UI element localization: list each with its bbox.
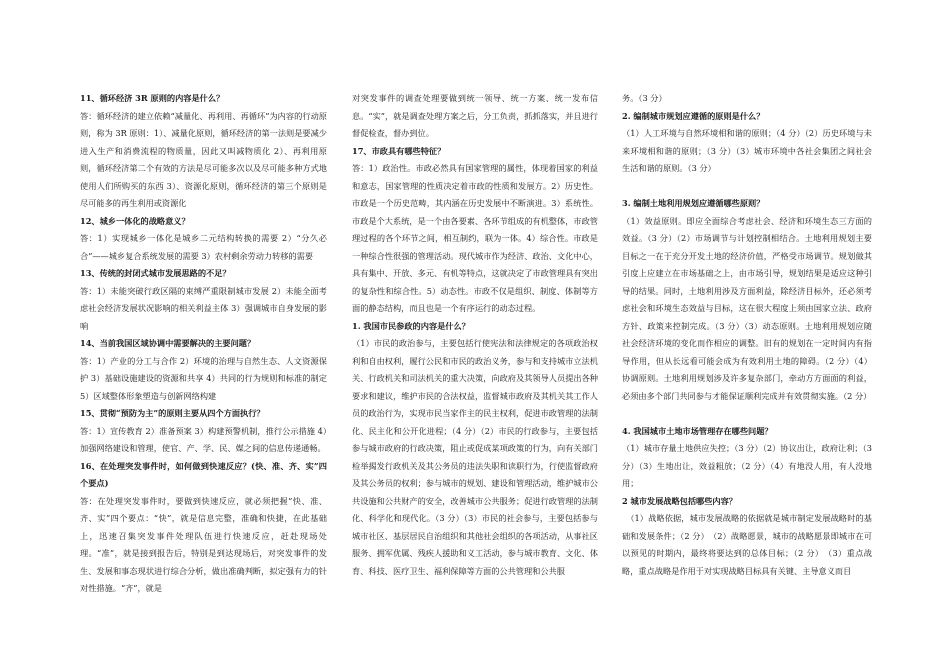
answer-paragraph: （1）战略依据，城市发展战略的依据就是城市制定发展战略时的基础和发展条件；（2 分） （2）战略愿景，城市的战略愿景即城市在可以预见的时期内，最终将要达到的总体目标；（2 分） （3）重点战略，重点战略是作用于对实现战略目标具有关键、主导意义而目 <box>622 513 872 576</box>
question-heading: 11、循环经济 3R 原则的内容是什么？ <box>80 93 225 103</box>
answer-paragraph: 对突发事件的调查处理要做到统一领导、统一方案、统一发布信息。“实”，就是调查处理方案之后，分工负责，抓抓落实，并且进行督促检查，督办到位。 <box>352 93 598 138</box>
answer-paragraph: （1）效益原则。即应全面综合考虑社会、经济和环境生态三方面的效益。（3 分）（2）市场调节与计划控制相结合。土地利用规划主要目标之一在于充分开发土地的经济价值，严格受市场调节。规划做其引度上应建立在市场基础之上，由市场引导，规划结果是适应这种引导的结果。同时，土地利用涉及方面利益，除经济目标外，还必须考虑社会和环境生态效益与目标，这在很大程度上须由国家立法、政府方针、政策来控制完成。（3 分）（3）动态原则。土地利用规划应随社会经济环境的变化而作相应的调整。旧有的规划在一定时间内有指导作用，但从长远看可能会成为有效利用土地的障碍。（2 分）（4）协调原则。土地利用规划涉及许多复杂部门，牵动方方面面的利益，必须由多个部门共同参与才能保证顺利完成并有效贯彻实施。（2 分） <box>622 215 872 401</box>
column-right <box>622 90 872 580</box>
question-heading: 16、在处理突发事件时，如何做到快速反应？(快、准、齐、实”四个要点) <box>80 460 327 488</box>
question-heading: 17、市政具有哪些特征？ <box>352 145 446 156</box>
answer-paragraph: （1）市民的政治参与，主要包括行使宪法和法律规定的各项政治权利和自由权利，履行公民和市民的政治义务，参与和支持城市立法机关、行政机关和司法机关的重大决策，向政府及其领导人员提出各种要求和建议，维护市民的合法权益，监督城市政府及其机关其工作人员的政治行为，实现市民当家作主的民主权利，促进市政管理的法制化、民主化和公开化进程；（4 分）（2）市民的行政参与，主要包括参与城市政府的行政决策，阻止或促成某项政策的行为，向有关部门检举揭发行政机关及其公务员的违法失职和读职行为，行使监督政府及其公务员的权利；参与城市的规划、建设和管理活动，维护城市公共设施和公共财产的安全，改善城市公共服务；促进行政管理的法制化、科学化和现代化。（3 分）（3）市民的社会参与，主要包括参与城市社区、基层居民自治组织和其他社会组织的各项活动，从事社区服务、拥军优属、残疾人援助和义工活动，参与城市教育、文化、体育、科技、医疗卫生、福利保障等方面的公共管理和公共服 <box>352 338 598 576</box>
question-heading: 3. 编制土地利用规划应遵循哪些原则？ <box>622 198 765 208</box>
answer-paragraph: （1）城市存量土地供应失控；（3 分）（2）协议出让，政府让利；（3 分）（3）生地出让，效益粗放；（2 分）（4）有地没人用，有人没地用； <box>622 443 872 488</box>
question-heading: 1. 我国市民参政的内容是什么？ <box>352 320 470 331</box>
question-heading: 15、贯彻“预防为主”的原则主要从四个方面执行？ <box>80 408 265 418</box>
blank-line <box>622 405 872 423</box>
answer-paragraph: 务。（3 分） <box>622 93 667 103</box>
question-heading: 13、传统的封闭式城市发展思路的不足？ <box>80 268 231 278</box>
answer-paragraph: 答：1）实现城乡一体化是城乡二元结构转换的需要 2）“分久必合”——城乡复合系统发展的需要 3）农村剩余劳动力转移的需要 <box>80 233 327 261</box>
blank-line <box>622 178 872 196</box>
answer-paragraph: 答：1）产业的分工与合作 2）环境的治理与自然生态、人文资源保护 3）基础设施建设的资源和共享 4）共同的行为规则和标准的制定 5）区域整体形象塑造与创新网络构建 <box>80 355 327 401</box>
answer-paragraph: 答：1）政治性。市政必然具有国家管理的属性，体现着国家的利益和意志，国家管理的性质决定着市政的性质和发展方。2）历史性。市政是一个历史范畴，其内涵在历史发展中不断演进。3）系统性。市政是个大系统，是一个由各要素、各环节组成的有机整体，市政管理过程的各个环节之间，相互制约，联为一体。4）综合性。市政是一种综合性很强的管理活动。现代城市作为经济、政治、文化中心，具有集中、开放、多元、有机等特点，这就决定了市政管理具有突出的复杂性和综合性。5）动态性。市政不仅是组织、制度、体制等方面的静态结构，而且也是一个有序运行的动态过程。 <box>352 163 598 313</box>
answer-paragraph: 答：在处理突发事件时，要做到快速反应，就必须把握”快、准、齐、实”四个要点：“快”，就是信息完整，准确和快捷，在此基础上，迅速召集突发事件处理队伍进行快速反应，赶赴现场处理。“准”，就是接到报告后，特别是到达现场后，对突发事件的发生、发展和事态现状进行综合分析，做出准确判断，拟定强有力的针对性措施。“齐”，就是 <box>80 495 327 593</box>
question-heading: 2 城市发展战略包括哪些内容？ <box>622 495 737 506</box>
column-middle <box>352 90 598 580</box>
answer-paragraph: （1）人工环境与自然环境相和谐的原则；（4 分）（2）历史环境与未来环境相和谐的原则；（3 分）（3）城市环境中各社会集团之间社会生活和谐的原则。（3 分） <box>622 128 872 173</box>
answer-paragraph: 答：1）未能突破行政区隔的束缚严重限制城市发展 2）未能全面考虑社会经济发展状况影响的相关利益主体 3）强调城市自身发展的影响 <box>80 285 327 331</box>
question-heading: 14、当前我国区域协调中需要解决的主要问题？ <box>80 338 256 348</box>
question-heading: 2. 编制城市规划应遵循的原则是什么？ <box>622 110 765 121</box>
answer-paragraph: 答：循环经济的建立依赖“减量化、再利用、再循环”为内容的行动原则，称为 3R 原则：1）、减量化原则，循环经济的第一法则是要减少进入生产和消费流程的物质量，因此又叫减物质化 2）、再利用原则，循环经济第二个有效的方法是尽可能多次以及尽可能多种方式地使用人们所购买的东西 3）、资源化原则，循环经济的第三个原则是尽可能多的再生利用或资源化 <box>80 110 327 208</box>
column-left <box>80 90 327 598</box>
question-heading: 12、城乡一体化的战略意义？ <box>80 215 190 226</box>
question-heading: 4. 我国城市土地市场管理存在哪些问题？ <box>622 425 773 436</box>
answer-paragraph: 答：1）宣传教育 2）准备预案 3）构建预警机制，推行公示措施 4）加强网络建设和管理，使官、产、学、民、媒之间的信息传递通畅。 <box>80 425 327 453</box>
